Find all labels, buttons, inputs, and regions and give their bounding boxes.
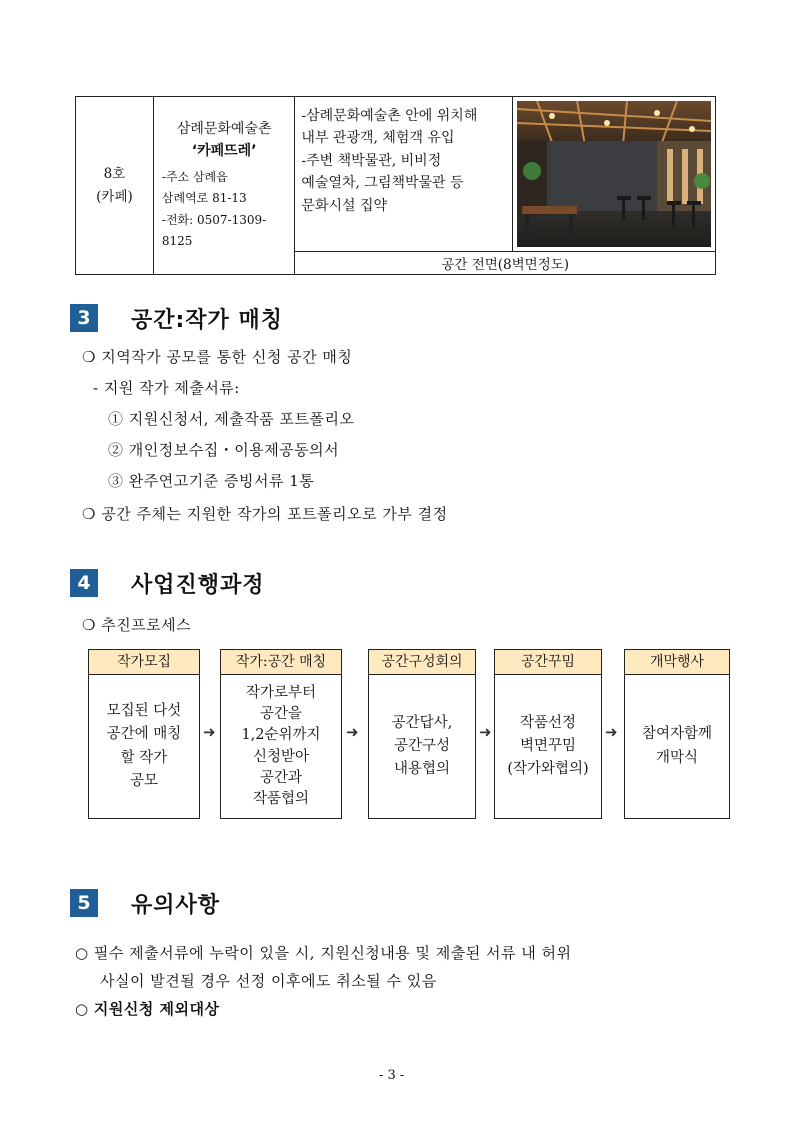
notice-line-bold: ○ 지원신청 제외대상 xyxy=(75,1000,220,1018)
list-item: ② 개인정보수집・이용제공동의서 xyxy=(108,441,340,459)
process-step xyxy=(624,649,730,819)
photo-caption: 공간 전면(8벽면정도) xyxy=(295,252,716,275)
arrow-right-icon: ➜ xyxy=(479,723,492,741)
section-number: 4 xyxy=(70,569,98,597)
section-title: 사업진행과정 xyxy=(131,573,265,598)
description-line: 문화시설 집약 xyxy=(301,197,388,214)
process-intro: ❍ 추진프로세스 xyxy=(82,616,192,634)
process-step-body: 참여자함께 개막식 xyxy=(641,726,713,766)
venue-name-line2: ‘카페뜨레’ xyxy=(191,143,257,160)
venue-address xyxy=(162,167,287,253)
description-line: -삼례문화예술촌 안에 위치해 xyxy=(301,108,478,124)
process-step xyxy=(88,649,200,819)
venue-type: (카페) xyxy=(96,188,133,205)
venue-photo-cell xyxy=(513,97,716,252)
process-step-title: 공간꾸밈 xyxy=(495,650,601,675)
list-item: ③ 완주연고기준 증빙서류 1통 xyxy=(108,472,315,490)
venue-description xyxy=(295,97,513,252)
arrow-right-icon: ➜ xyxy=(203,723,216,741)
list-item: - 지원 작가 제출서류: xyxy=(93,379,240,397)
section-title: 유의사항 xyxy=(131,893,221,918)
address-line: 삼례역로 81-13 xyxy=(161,191,247,206)
description-line: 내부 관광객, 체험객 유입 xyxy=(301,130,455,147)
process-step-title: 개막행사 xyxy=(625,650,729,675)
venue-name xyxy=(162,118,287,163)
page-number: - 3 - xyxy=(379,1068,405,1083)
notice-line: 사실이 발견될 경우 선정 이후에도 취소될 수 있음 xyxy=(100,972,437,990)
process-step-body: 모집된 다섯 공간에 매칭 할 작가 공모 xyxy=(106,703,182,789)
section-title: 공간:작가 매칭 xyxy=(131,308,283,333)
list-item: ① 지원신청서, 제출작품 포트폴리오 xyxy=(108,410,355,428)
list-item: ❍ 공간 주체는 지원한 작가의 포트폴리오로 가부 결정 xyxy=(82,505,448,523)
cafe-interior-illustration xyxy=(517,101,711,247)
description-line: 예술열차, 그림책박물관 등 xyxy=(301,175,464,192)
process-step-body: 작품선정 벽면꾸밈 (작가와협의) xyxy=(507,714,589,778)
address-line: -주소 삼례읍 xyxy=(161,169,228,184)
process-step xyxy=(220,649,342,819)
list-item: ❍ 지역작가 공모를 통한 신청 공간 매칭 xyxy=(82,348,353,366)
cafe-interior-photo xyxy=(517,101,711,247)
section-number: 5 xyxy=(70,889,98,917)
address-line: 8125 xyxy=(161,234,193,249)
venue-number-cell xyxy=(76,97,154,275)
section-number: 3 xyxy=(70,304,98,332)
venue-name-line1: 삼례문화예술촌 xyxy=(176,120,272,137)
venue-number: 8호 xyxy=(103,165,126,182)
notice-line: ○ 필수 제출서류에 누락이 있을 시, 지원신청내용 및 제출된 서류 내 허위 xyxy=(75,944,572,962)
description-line: -주변 책박물관, 비비정 xyxy=(301,152,442,169)
process-step-title: 작가모집 xyxy=(89,650,199,675)
process-step-body: 작가로부터 공간을 1,2순위까지 신청받아 공간과 작품협의 xyxy=(241,685,321,807)
process-step xyxy=(368,649,476,819)
venue-name-cell xyxy=(153,97,295,275)
address-line: -전화: 0507-1309- xyxy=(161,212,267,227)
process-step-title: 작가:공간 매칭 xyxy=(221,650,341,675)
venue-table xyxy=(75,96,716,275)
process-step-body: 공간답사, 공간구성 내용협의 xyxy=(391,714,453,778)
process-step-title: 공간구성회의 xyxy=(369,650,475,675)
process-step xyxy=(494,649,602,819)
arrow-right-icon: ➜ xyxy=(605,723,618,741)
arrow-right-icon: ➜ xyxy=(346,723,359,741)
